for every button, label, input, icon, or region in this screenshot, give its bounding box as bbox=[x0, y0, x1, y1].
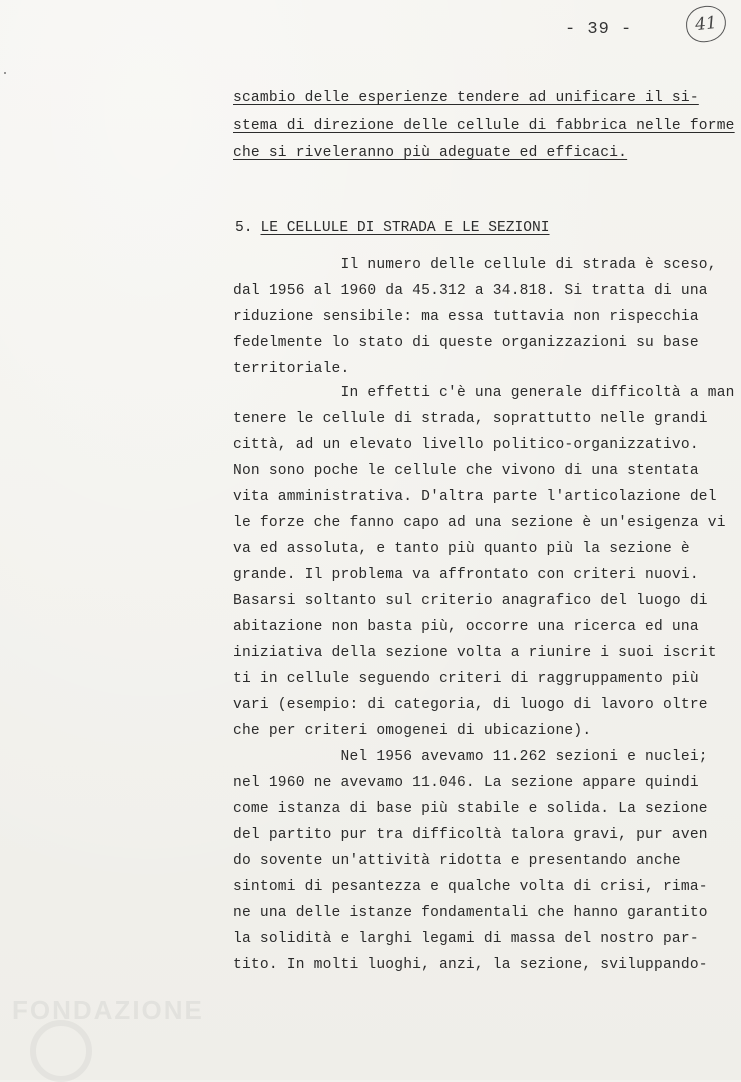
body-line: la solidità e larghi legami di massa del nostro par- bbox=[233, 931, 699, 947]
body-line: In effetti c'è una generale difficoltà a man bbox=[233, 385, 735, 401]
intro-line: scambio delle esperienze tendere ad unificare il si- bbox=[233, 90, 699, 106]
body-line: che per criteri omogenei di ubicazione). bbox=[233, 723, 592, 739]
body-line: vita amministrativa. D'altra parte l'articolazione del bbox=[233, 489, 717, 505]
watermark-logo-icon bbox=[30, 1020, 92, 1082]
body-line: territoriale. bbox=[233, 361, 350, 377]
body-line: città, ad un elevato livello politico-organizzativo. bbox=[233, 437, 699, 453]
body-line: Nel 1956 avevamo 11.262 sezioni e nuclei; bbox=[233, 749, 708, 765]
intro-line: stema di direzione delle cellule di fabbrica nelle forme bbox=[233, 118, 735, 134]
watermark-text: FONDAZIONE bbox=[12, 995, 204, 1025]
body-line: come istanza di base più stabile e solida. La sezione bbox=[233, 801, 708, 817]
body-line: le forze che fanno capo ad una sezione è un'esigenza vi bbox=[233, 515, 726, 531]
section-heading bbox=[235, 220, 550, 236]
section-number: 5. bbox=[235, 220, 253, 236]
body-line: Non sono poche le cellule che vivono di una stentata bbox=[233, 463, 699, 479]
body-line: iniziativa della sezione volta a riunire i suoi iscrit bbox=[233, 645, 717, 661]
body-line: vari (esempio: di categoria, di luogo di lavoro oltre bbox=[233, 697, 708, 713]
body-line: tenere le cellule di strada, soprattutto nelle grandi bbox=[233, 411, 708, 427]
body-line: grande. Il problema va affrontato con criteri nuovi. bbox=[233, 567, 699, 583]
body-line: ti in cellule seguendo criteri di raggruppamento più bbox=[233, 671, 699, 687]
body-line: ne una delle istanze fondamentali che hanno garantito bbox=[233, 905, 708, 921]
body-line: tito. In molti luoghi, anzi, la sezione, sviluppando- bbox=[233, 957, 708, 973]
body-line: Il numero delle cellule di strada è sceso, bbox=[233, 257, 717, 273]
body-line: del partito pur tra difficoltà talora gravi, pur aven bbox=[233, 827, 708, 843]
body-line: do sovente un'attività ridotta e presentando anche bbox=[233, 853, 681, 869]
body-line: fedelmente lo stato di queste organizzazioni su base bbox=[233, 335, 699, 351]
body-line: abitazione non basta più, occorre una ricerca ed una bbox=[233, 619, 699, 635]
page-number: - 39 - bbox=[565, 20, 633, 39]
body-line: riduzione sensibile: ma essa tuttavia non rispecchia bbox=[233, 309, 699, 325]
folio-number: 41 bbox=[684, 4, 728, 44]
body-line: sintomi di pesantezza e qualche volta di crisi, rima- bbox=[233, 879, 708, 895]
body-line: Basarsi soltanto sul criterio anagrafico del luogo di bbox=[233, 593, 708, 609]
body-line: dal 1956 al 1960 da 45.312 a 34.818. Si tratta di una bbox=[233, 283, 708, 299]
body-line: va ed assoluta, e tanto più quanto più la sezione è bbox=[233, 541, 690, 557]
section-title: LE CELLULE DI STRADA E LE SEZIONI bbox=[260, 220, 550, 236]
paper-speck bbox=[4, 72, 6, 74]
body-line: nel 1960 ne avevamo 11.046. La sezione appare quindi bbox=[233, 775, 699, 791]
intro-line: che si riveleranno più adeguate ed efficaci. bbox=[233, 145, 628, 161]
